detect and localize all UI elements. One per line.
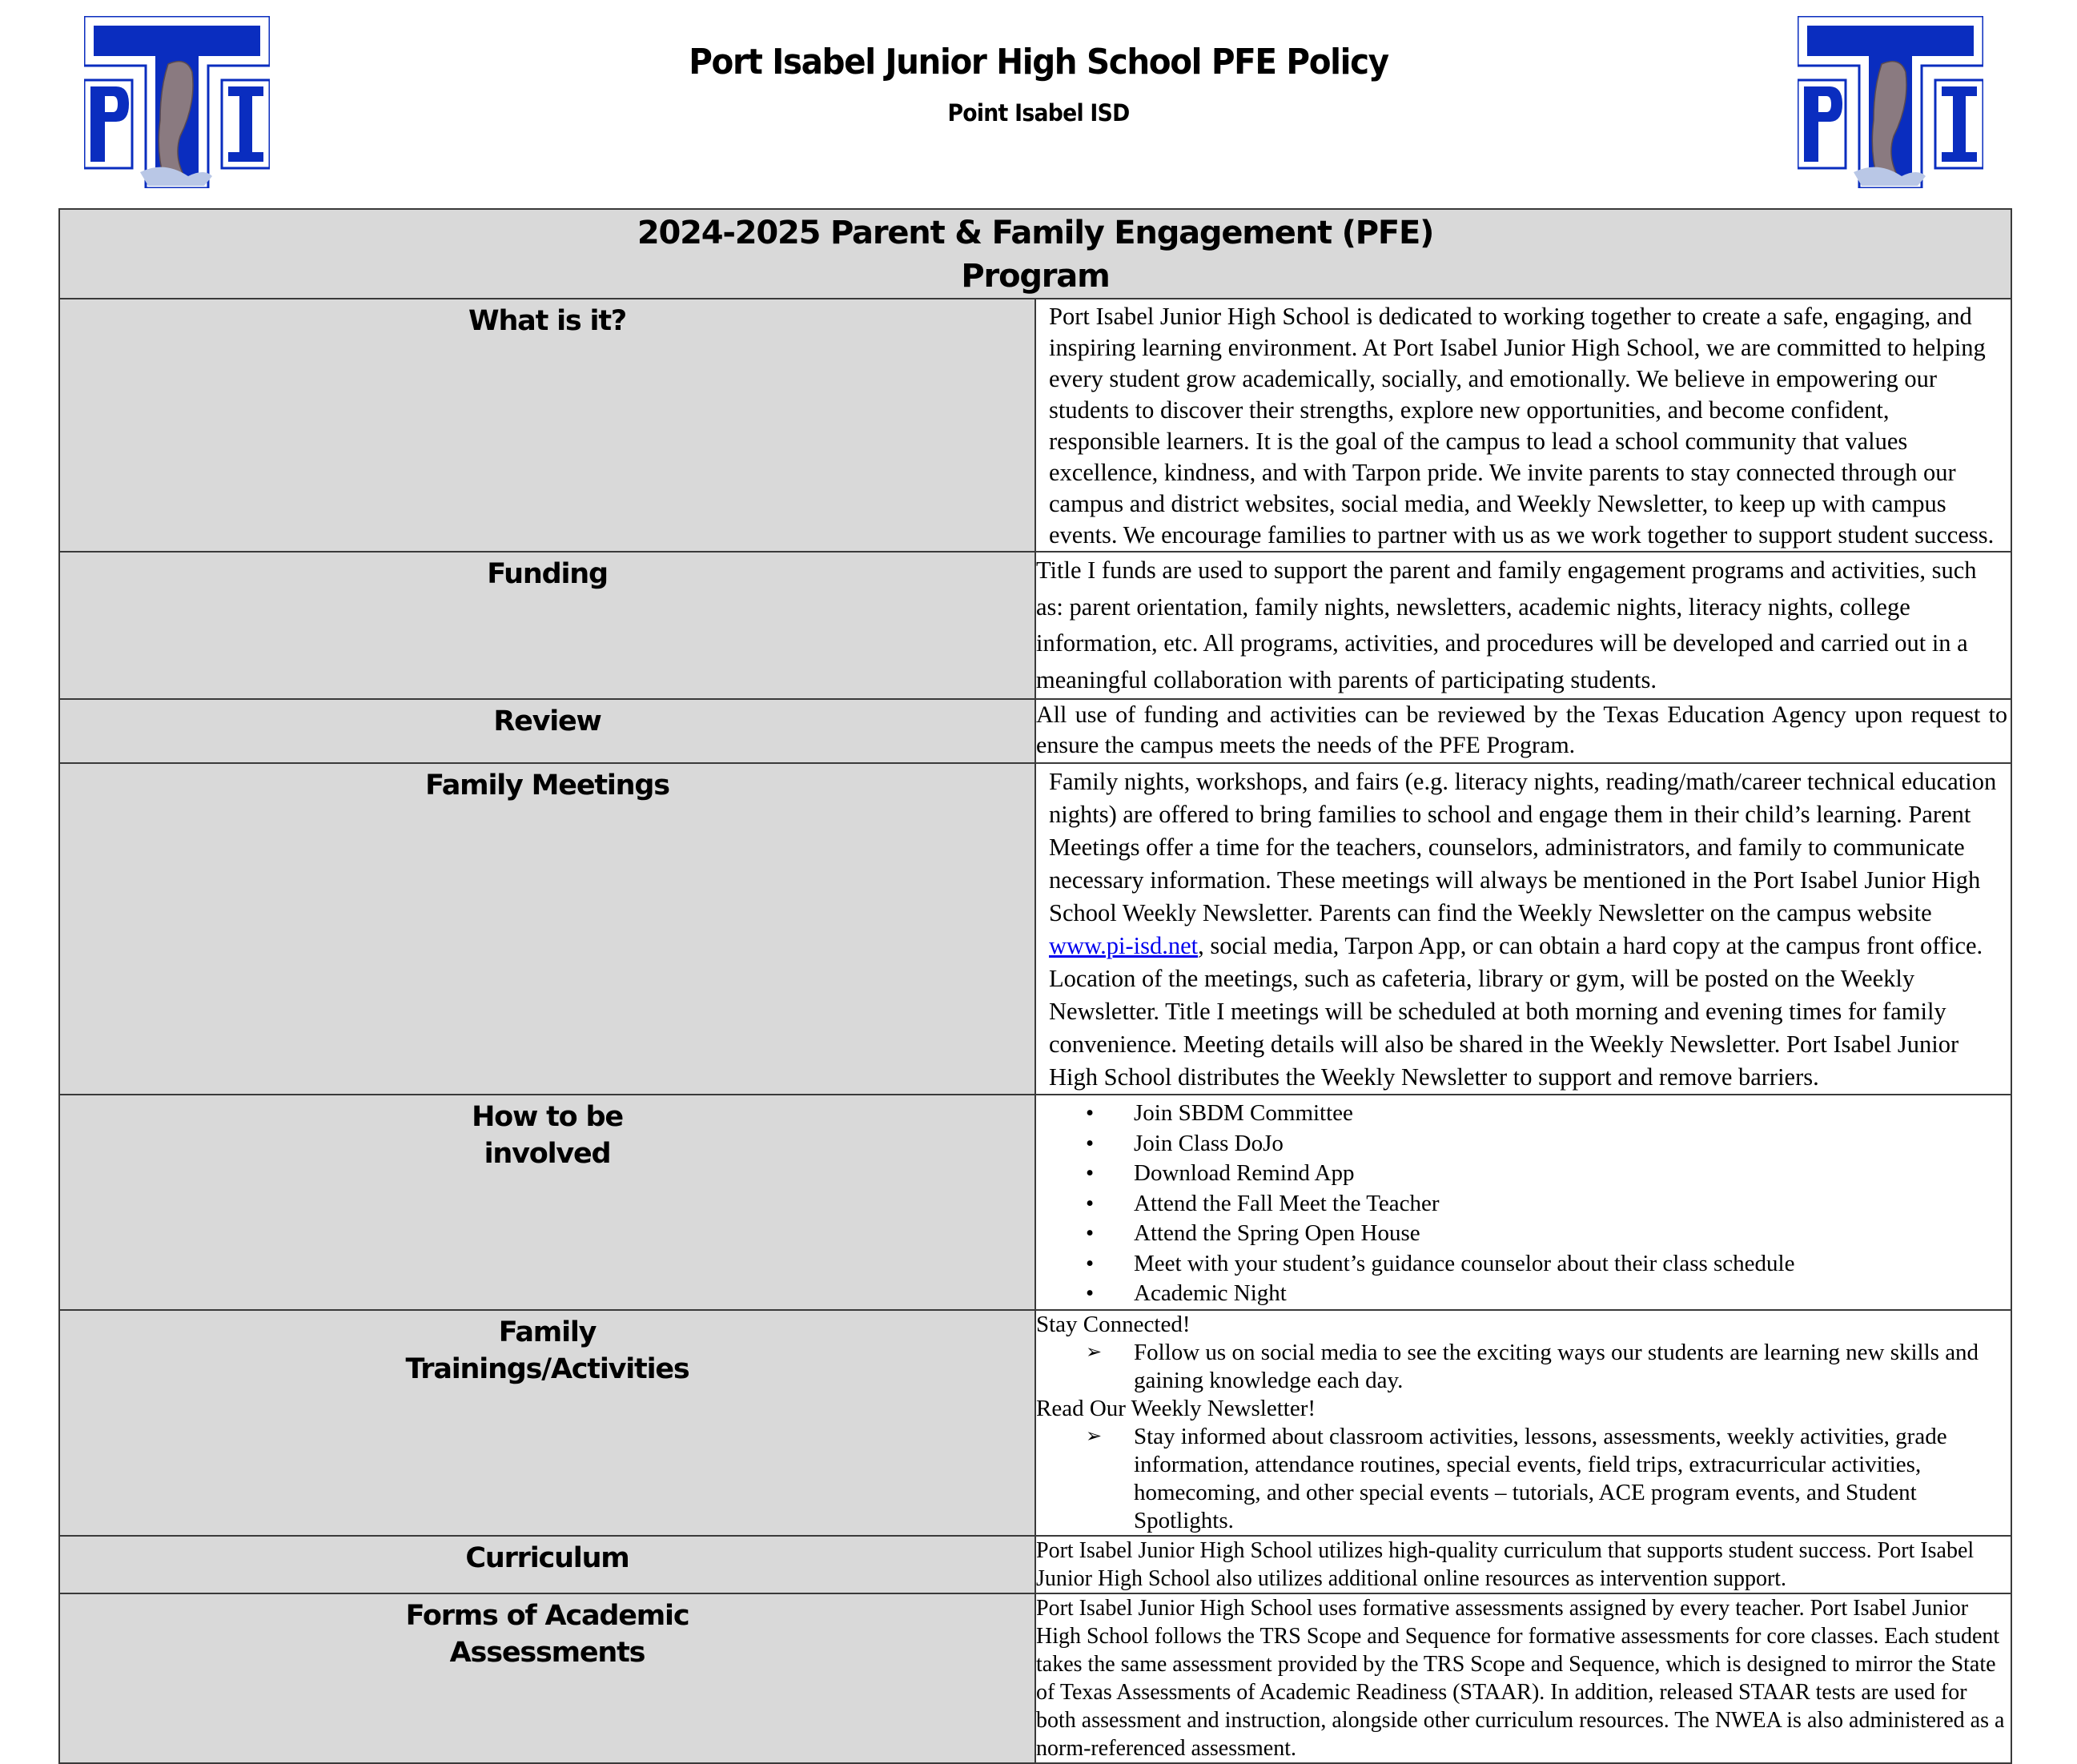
label-line: Family: [498, 1316, 597, 1348]
list-item: [1036, 1189, 2011, 1220]
table-row: [59, 763, 2011, 1095]
bullet-icon: •: [1086, 1220, 1095, 1246]
row-content-curriculum: Port Isabel Junior High School utilizes high-quality curriculum that supports student success. Port Isabel Junior High School also utilizes additional online resources as intervention support.: [1035, 1536, 2011, 1593]
family-meetings-text-after: , social media, Tarpon App, or can obtain a hard copy at the campus front office. Location of the meetings, such as cafeteria, library or gym, will be posted on the Weekly Newsletter. Title I meetings will be scheduled at both morning and evening times for family convenience. Meeting details will also be shared in the Weekly Newsletter. Port Isabel Junior High School distributes the Weekly Newsletter to support and remove barriers.: [1049, 932, 1983, 1091]
label-line: How to be: [472, 1101, 623, 1133]
row-content-family-meetings: [1035, 763, 2011, 1095]
list-item: [1036, 1279, 2011, 1309]
weekly-newsletter-heading: Read Our Weekly Newsletter!: [1036, 1395, 1316, 1421]
list-item-text: Download Remind App: [1134, 1160, 1355, 1186]
list-item: [1036, 1423, 2007, 1535]
row-label-family-meetings: Family Meetings: [59, 763, 1035, 1095]
list-item: [1036, 1339, 2007, 1395]
table-row: [59, 699, 2011, 763]
arrow-bullet-icon: ➢: [1086, 1425, 1103, 1447]
bullet-icon: •: [1086, 1160, 1095, 1186]
label-line: Forms of Academic: [405, 1599, 689, 1632]
list-item-text: Join SBDM Committee: [1134, 1100, 1353, 1126]
list-item: [1036, 1129, 2011, 1159]
row-content-funding: Title I funds are used to support the parent and family engagement programs and activities, such as: parent orientation, family nights, newsletters, academic nights, literacy nights, college information, etc. All programs, activities, and procedures will be developed and carried out in a meaningful collaboration with parents of participating students.: [1035, 552, 2011, 699]
table-row: [59, 1310, 2011, 1536]
table-heading: [59, 209, 2011, 299]
bullet-icon: •: [1086, 1250, 1095, 1276]
bullet-icon: •: [1086, 1100, 1095, 1126]
row-content-what-is-it: Port Isabel Junior High School is dedicated to working together to create a safe, engaging, and inspiring learning environment. At Port Isabel Junior High School, we are committed to helping every student grow academically, socially, and emotionally. We believe in empowering our students to discover their strengths, explore new opportunities, and become confident, responsible learners. It is the goal of the campus to lead a school community that values excellence, kindness, and with Tarpon pride. We invite parents to stay connected through our campus and district websites, social media, and Weekly Newsletter, to keep up with campus events. We encourage families to partner with us as we work together to support student success.: [1035, 299, 2011, 552]
campus-website-link[interactable]: www.pi-isd.net: [1049, 932, 1199, 959]
table-row: [59, 552, 2011, 699]
table-row: [59, 1593, 2011, 1763]
table-row: [59, 1095, 2011, 1310]
document-subtitle: Point Isabel ISD: [947, 99, 1130, 127]
involvement-list: [1036, 1099, 2011, 1309]
table-heading-line1: 2024-2025 Parent & Family Engagement (PFE): [637, 215, 1434, 251]
list-item-text: Attend the Fall Meet the Teacher: [1134, 1190, 1440, 1216]
list-item-text: Join Class DoJo: [1134, 1130, 1284, 1156]
list-item: [1036, 1159, 2011, 1189]
list-item-text: Follow us on social media to see the exciting ways our students are learning new skills and gaining knowledge each day.: [1134, 1339, 1979, 1393]
arrow-bullet-icon: ➢: [1086, 1341, 1103, 1363]
list-item: [1036, 1099, 2011, 1129]
stay-connected-heading: Stay Connected!: [1036, 1311, 1191, 1337]
list-item-text: Stay informed about classroom activities, lessons, assessments, weekly activities, grade information, attendance routines, special events, field trips, extracurricular activities, homecoming, and other special events – tutorials, ACE program events, and Student Spotlights.: [1134, 1423, 1947, 1533]
pfe-policy-table: [58, 208, 2012, 1764]
document-title: Port Isabel Junior High School PFE Policy: [689, 42, 1388, 82]
row-label-curriculum: Curriculum: [59, 1536, 1035, 1593]
table-heading-line2: Program: [961, 258, 1110, 295]
bullet-icon: •: [1086, 1190, 1095, 1216]
list-item: [1036, 1249, 2011, 1280]
list-item: [1036, 1219, 2011, 1249]
row-label-family-trainings: [59, 1310, 1035, 1536]
row-content-how-to-be-involved: [1035, 1095, 2011, 1310]
bullet-icon: •: [1086, 1130, 1095, 1156]
list-item-text: Attend the Spring Open House: [1134, 1220, 1420, 1246]
row-label-review: Review: [59, 699, 1035, 763]
table-header-row: [59, 209, 2011, 299]
family-meetings-text-before: Family nights, workshops, and fairs (e.g. literacy nights, reading/math/career technical education nights) are offered to bring families to school and engage them in their child’s learning. Parent Meetings offer a time for the teachers, counselors, administrators, and family to communicate necessary information. These meetings will always be mentioned in the Port Isabel Junior High School Weekly Newsletter. Parents can find the Weekly Newsletter on the campus website: [1049, 768, 1997, 926]
table-row: [59, 1536, 2011, 1593]
row-content-academic-assessments: Port Isabel Junior High School uses formative assessments assigned by every teacher. Port Isabel Junior High School follows the TRS Scope and Sequence for formative assessments for core classes. Each student takes the same assessment provided by the TRS Scope and Sequence, which is designed to mirror the State of Texas Assessments of Academic Readiness (STAAR). In addition, released STAAR tests are used for both assessment and instruction, alongside other curriculum resources. The NWEA is also administered as a norm-referenced assessment.: [1035, 1593, 2011, 1763]
list-item-text: Meet with your student’s guidance counselor about their class schedule: [1134, 1250, 1795, 1276]
table-row: [59, 299, 2011, 552]
row-label-funding: Funding: [59, 552, 1035, 699]
label-line: Trainings/Activities: [405, 1352, 689, 1385]
row-label-how-to-be-involved: [59, 1095, 1035, 1310]
row-label-what-is-it: What is it?: [59, 299, 1035, 552]
bullet-icon: •: [1086, 1280, 1095, 1306]
label-line: involved: [484, 1138, 611, 1170]
row-content-review: All use of funding and activities can be reviewed by the Texas Education Agency upon request to ensure the campus meets the needs of the PFE Program.: [1035, 699, 2011, 763]
list-item-text: Academic Night: [1134, 1280, 1287, 1306]
row-content-family-trainings: [1035, 1310, 2011, 1536]
row-label-academic-assessments: [59, 1593, 1035, 1763]
label-line: Assessments: [449, 1636, 645, 1669]
